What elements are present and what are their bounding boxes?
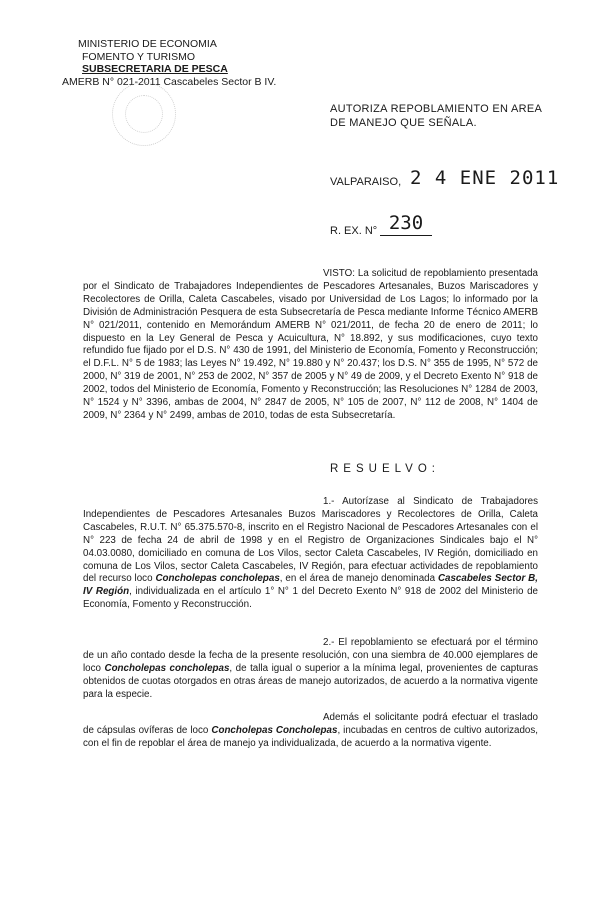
letterhead	[62, 38, 276, 88]
article-1-paragraph: 1.- Autorízase al Sindicato de Trabajadores Independientes de Pescadores Artesanales Buzos Mariscadores y Recolectores de Orilla, Caleta Cascabeles, R.U.T. N° 65.375.570-8, inscrito en el Registro Nacional de Pescadores Artesanales con el N° 223 de fecha 24 de abril de 1998 y en el Registro de Organizaciones Sindicales bajo el N° 04.03.0080, domiciliado en comuna de Los Vilos, sector Caleta Cascabeles, IV Región, domiciliado en comuna de Los Vilos, sector Caleta Cascabeles, IV Región, para efectuar actividades de repoblamiento del recurso loco Concholepas concholepas, en el área de manejo denominada Cascabeles Sector B, IV Región, individualizada en el artículo 1° N° 1 del Decreto Exento N° 918 de 2002 del Ministerio de Economía, Fomento y Reconstrucción.	[83, 496, 538, 611]
ministry-name: MINISTERIO DE ECONOMIA	[78, 38, 217, 50]
resolution-subject	[330, 102, 542, 130]
ministry-subtitle: FOMENTO Y TURISMO	[82, 50, 195, 63]
area-name: Cascabeles Sector B, IV Región	[83, 573, 538, 598]
official-stamp	[112, 82, 176, 146]
article-2-paragraph: 2.- El repoblamiento se efectuará por el término de un año contado desde la fecha de la presente resolución, con una siembra de 40.000 ejemplares de loco Concholepas concholepas, de talla igual o superior a la mínima legal, provenientes de capturas obtenidos de cuotas otorgados en otras áreas de manejo autorizados, de acuerdo a la normativa vigente para la especie.	[83, 637, 538, 700]
species-name: Concholepas Concholepas	[211, 724, 338, 736]
date-stamp: 2 4 ENE 2011	[410, 167, 560, 189]
amerb-reference: AMERB N° 021-2011 Cascabeles Sector B IV.	[62, 75, 277, 88]
resolution-number: 230	[380, 212, 432, 236]
subject-line-2: DE MANEJO QUE SEÑALA.	[330, 117, 477, 129]
species-name: Concholepas concholepas	[104, 662, 230, 674]
article-3-paragraph: Además el solicitante podrá efectuar el traslado de cápsulas ovíferas de loco Concholepas Concholepas, incubadas en centros de cultivo autorizados, con el fin de repoblar el área de manejo ya individualizada, de acuerdo a la normativa vigente.	[83, 712, 538, 749]
species-name: Concholepas concholepas	[155, 573, 280, 585]
resuelvo-heading: RESUELVO:	[330, 463, 440, 475]
subsecretaria-name: SUBSECRETARIA DE PESCA	[82, 63, 228, 75]
visto-paragraph: VISTO: La solicitud de repoblamiento presentada por el Sindicato de Trabajadores Independientes de Pescadores Artesanales, Buzos Mariscadores y Recolectores de Orilla, Caleta Cascabeles, visado por Universidad de Los Lagos; lo informado por la División de Administración Pesquera de esta Subsecretaría de Pesca mediante Informe Técnico AMERB N° 021/2011, contenido en Memorándum AMERB N° 021/2011, de fecha 20 de enero de 2011; lo dispuesto en la Ley General de Pesca y Acuicultura, N° 18.892, y sus modificaciones, cuyo texto refundido fue fijado por el D.S. N° 430 de 1991, del Ministerio de Economía, Fomento y Reconstrucción; el D.F.L. N° 5 de 1983; las Leyes N° 19.492, N° 19.880 y N° 20.437; los D.S. N° 355 de 1995, N° 572 de 2000, N° 319 de 2001, N° 253 de 2002, N° 357 de 2005 y N° 49 de 2009, y el Decreto Exento N° 918 de 2002, todos del Ministerio de Economía, Fomento y Reconstrucción; las Resoluciones N° 1284 de 2003, N° 1524 y N° 3396, ambas de 2004, N° 2847 de 2005, N° 105 de 2007, N° 112 de 2008, N° 1404 de 2009, N° 2364 y N° 2499, ambas de 2010, todas de esta Subsecretaría.	[83, 268, 538, 421]
subject-line-1: AUTORIZA REPOBLAMIENTO EN AREA	[330, 103, 543, 115]
resolution-number-label: R. EX. N°	[330, 225, 378, 237]
place-label: VALPARAISO,	[330, 176, 402, 188]
